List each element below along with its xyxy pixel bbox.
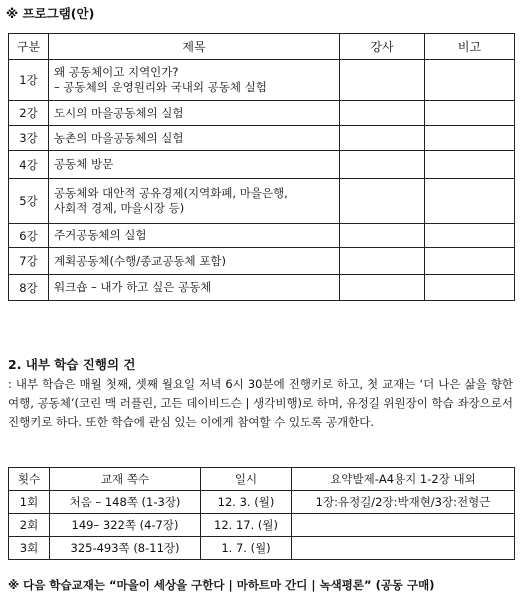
study-presenter — [292, 537, 515, 560]
lecture-title — [49, 275, 340, 301]
lecture-num: 8강 — [9, 275, 49, 301]
lecture-note — [425, 224, 515, 248]
lecture-instructor — [340, 179, 425, 224]
lecture-title-line: 공동체 방문 — [54, 157, 114, 171]
table-row — [9, 275, 515, 301]
lecture-title-line: 주거공동체의 실험 — [54, 228, 147, 242]
study-table-header-row — [9, 468, 515, 491]
lecture-instructor — [340, 224, 425, 248]
lecture-num: 2강 — [9, 101, 49, 126]
section-2-heading: 2. 내부 학습 진행의 건 — [8, 357, 136, 372]
lecture-title-line: 워크숍 – 내가 하고 싶은 공동체 — [54, 280, 212, 294]
lecture-title — [49, 126, 340, 151]
col-header-round: 횟수 — [9, 468, 50, 491]
table-row — [9, 537, 515, 560]
lecture-instructor — [340, 275, 425, 301]
study-presenter — [292, 514, 515, 537]
lecture-num: 3강 — [9, 126, 49, 151]
lecture-num: 6강 — [9, 224, 49, 248]
next-textbook-note: ※ 다음 학습교재는 “마을이 세상을 구한다 | 마하트마 간디 | 녹색평론” (공동 구매) — [8, 578, 435, 592]
study-presenter: 1장:유정길/2장:박재현/3장:전형근 — [292, 491, 515, 514]
col-header-pages: 교재 쪽수 — [50, 468, 201, 491]
lecture-note — [425, 248, 515, 275]
col-header-num: 구분 — [9, 34, 49, 60]
col-header-date: 일시 — [201, 468, 292, 491]
study-date: 1. 7. (월) — [201, 537, 292, 560]
col-header-title: 제목 — [49, 34, 340, 60]
lecture-note — [425, 275, 515, 301]
table-row — [9, 151, 515, 179]
section-2-paragraph: : 내부 학습은 매월 첫째, 셋째 월요일 저녁 6시 30분에 진행키로 하고, 첫 교재는 ‘더 나은 삶을 향한 여행, 공동체’(코린 맥 러플린, 고든 데이비드슨 | 생각비행)로 하며, 유정길 위원장이 학습 좌장으로서 진행키로 하다. 또한 학습에 관심 있는 이에게 참여할 수 있도록 공개한다. — [8, 377, 513, 429]
lecture-note — [425, 179, 515, 224]
lecture-note — [425, 60, 515, 101]
program-table — [8, 33, 515, 301]
lecture-instructor — [340, 248, 425, 275]
program-heading: ※ 프로그램(안) — [6, 6, 95, 21]
study-date: 12. 3. (월) — [201, 491, 292, 514]
lecture-instructor — [340, 101, 425, 126]
study-pages: 325-493쪽 (8-11장) — [50, 537, 201, 560]
lecture-note — [425, 151, 515, 179]
study-round: 3회 — [9, 537, 50, 560]
col-header-instructor: 강사 — [340, 34, 425, 60]
lecture-title — [49, 248, 340, 275]
table-row — [9, 101, 515, 126]
table-row — [9, 179, 515, 224]
study-round: 2회 — [9, 514, 50, 537]
table-row — [9, 514, 515, 537]
lecture-title-line: 농촌의 마을공동체의 실험 — [54, 130, 184, 145]
lecture-title-line: 계획공동체(수행/종교공동체 포함) — [54, 253, 227, 268]
program-table-header-row — [9, 34, 515, 60]
col-header-presenter: 요약발제-A4용지 1-2장 내외 — [292, 468, 515, 491]
lecture-title — [49, 151, 340, 179]
lecture-title — [49, 60, 340, 101]
lecture-title-line: 공동체와 대안적 공유경제(지역화폐, 마을은행, — [54, 186, 288, 200]
lecture-note — [425, 126, 515, 151]
study-schedule-table — [8, 467, 515, 560]
lecture-note — [425, 101, 515, 126]
lecture-num: 7강 — [9, 248, 49, 275]
lecture-instructor — [340, 60, 425, 101]
lecture-title-line: – 공동체의 운영원리와 국내외 공동체 실험 — [54, 80, 267, 94]
lecture-title — [49, 224, 340, 248]
table-row — [9, 126, 515, 151]
lecture-title-line: 도시의 마을공동체의 실험 — [54, 105, 184, 120]
lecture-title-line: 왜 공동체이고 지역인가? — [54, 65, 179, 79]
table-row — [9, 491, 515, 514]
lecture-num: 5강 — [9, 179, 49, 224]
lecture-title-line: 사회적 경제, 마을시장 등) — [54, 201, 185, 215]
lecture-title — [49, 179, 340, 224]
lecture-num: 4강 — [9, 151, 49, 179]
study-pages: 처음 – 148쪽 (1-3장) — [50, 491, 201, 514]
lecture-instructor — [340, 151, 425, 179]
lecture-instructor — [340, 126, 425, 151]
col-header-note: 비고 — [425, 34, 515, 60]
table-row — [9, 60, 515, 101]
lecture-title — [49, 101, 340, 126]
study-round: 1회 — [9, 491, 50, 514]
study-pages: 149– 322쪽 (4-7장) — [50, 514, 201, 537]
lecture-num: 1강 — [9, 60, 49, 101]
study-date: 12. 17. (월) — [201, 514, 292, 537]
table-row — [9, 224, 515, 248]
table-row — [9, 248, 515, 275]
